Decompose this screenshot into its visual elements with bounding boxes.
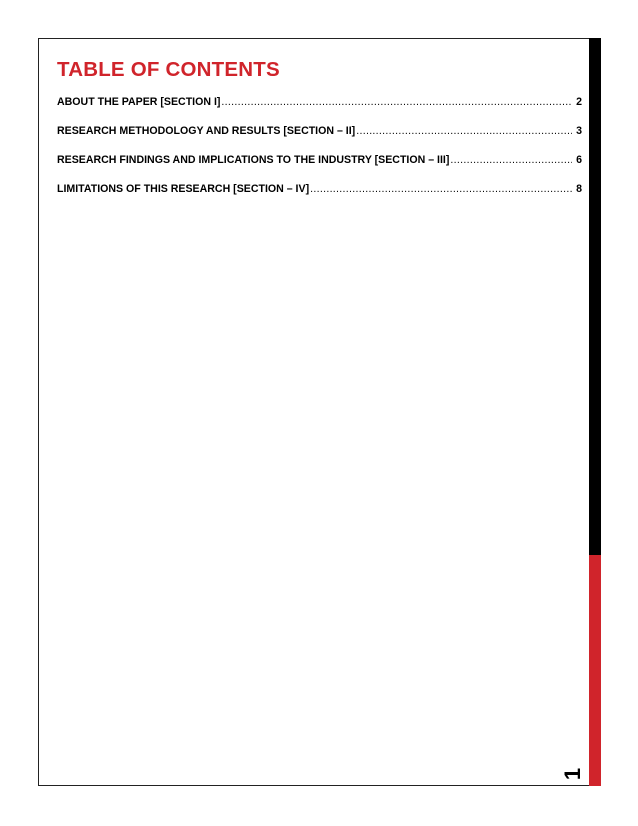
toc-entry[interactable] — [57, 96, 582, 111]
toc-entry-title: LIMITATIONS OF THIS RESEARCH [SECTION – IV] — [57, 183, 310, 195]
toc-heading: TABLE OF CONTENTS — [57, 58, 280, 81]
toc-dot-leader — [310, 183, 572, 195]
toc-entry[interactable] — [57, 154, 582, 169]
toc-entry-page: 3 — [576, 125, 582, 137]
page-number: 1 — [560, 767, 585, 781]
toc-dot-leader — [221, 96, 572, 108]
toc-list — [57, 96, 582, 198]
toc-entry-title: ABOUT THE PAPER [SECTION I] — [57, 96, 221, 108]
toc-entry-page: 2 — [576, 96, 582, 108]
side-bar-dark — [589, 38, 601, 555]
toc-entry-title: RESEARCH FINDINGS AND IMPLICATIONS TO THE INDUSTRY [SECTION – III] — [57, 154, 450, 166]
toc-entry[interactable] — [57, 125, 582, 140]
side-bar-accent — [589, 555, 601, 786]
toc-entry-page: 6 — [576, 154, 582, 166]
toc-dot-leader — [356, 125, 572, 137]
toc-dot-leader — [450, 154, 572, 166]
toc-entry[interactable] — [57, 183, 582, 198]
toc-entry-page: 8 — [576, 183, 582, 195]
toc-entry-title: RESEARCH METHODOLOGY AND RESULTS [SECTION – II] — [57, 125, 356, 137]
